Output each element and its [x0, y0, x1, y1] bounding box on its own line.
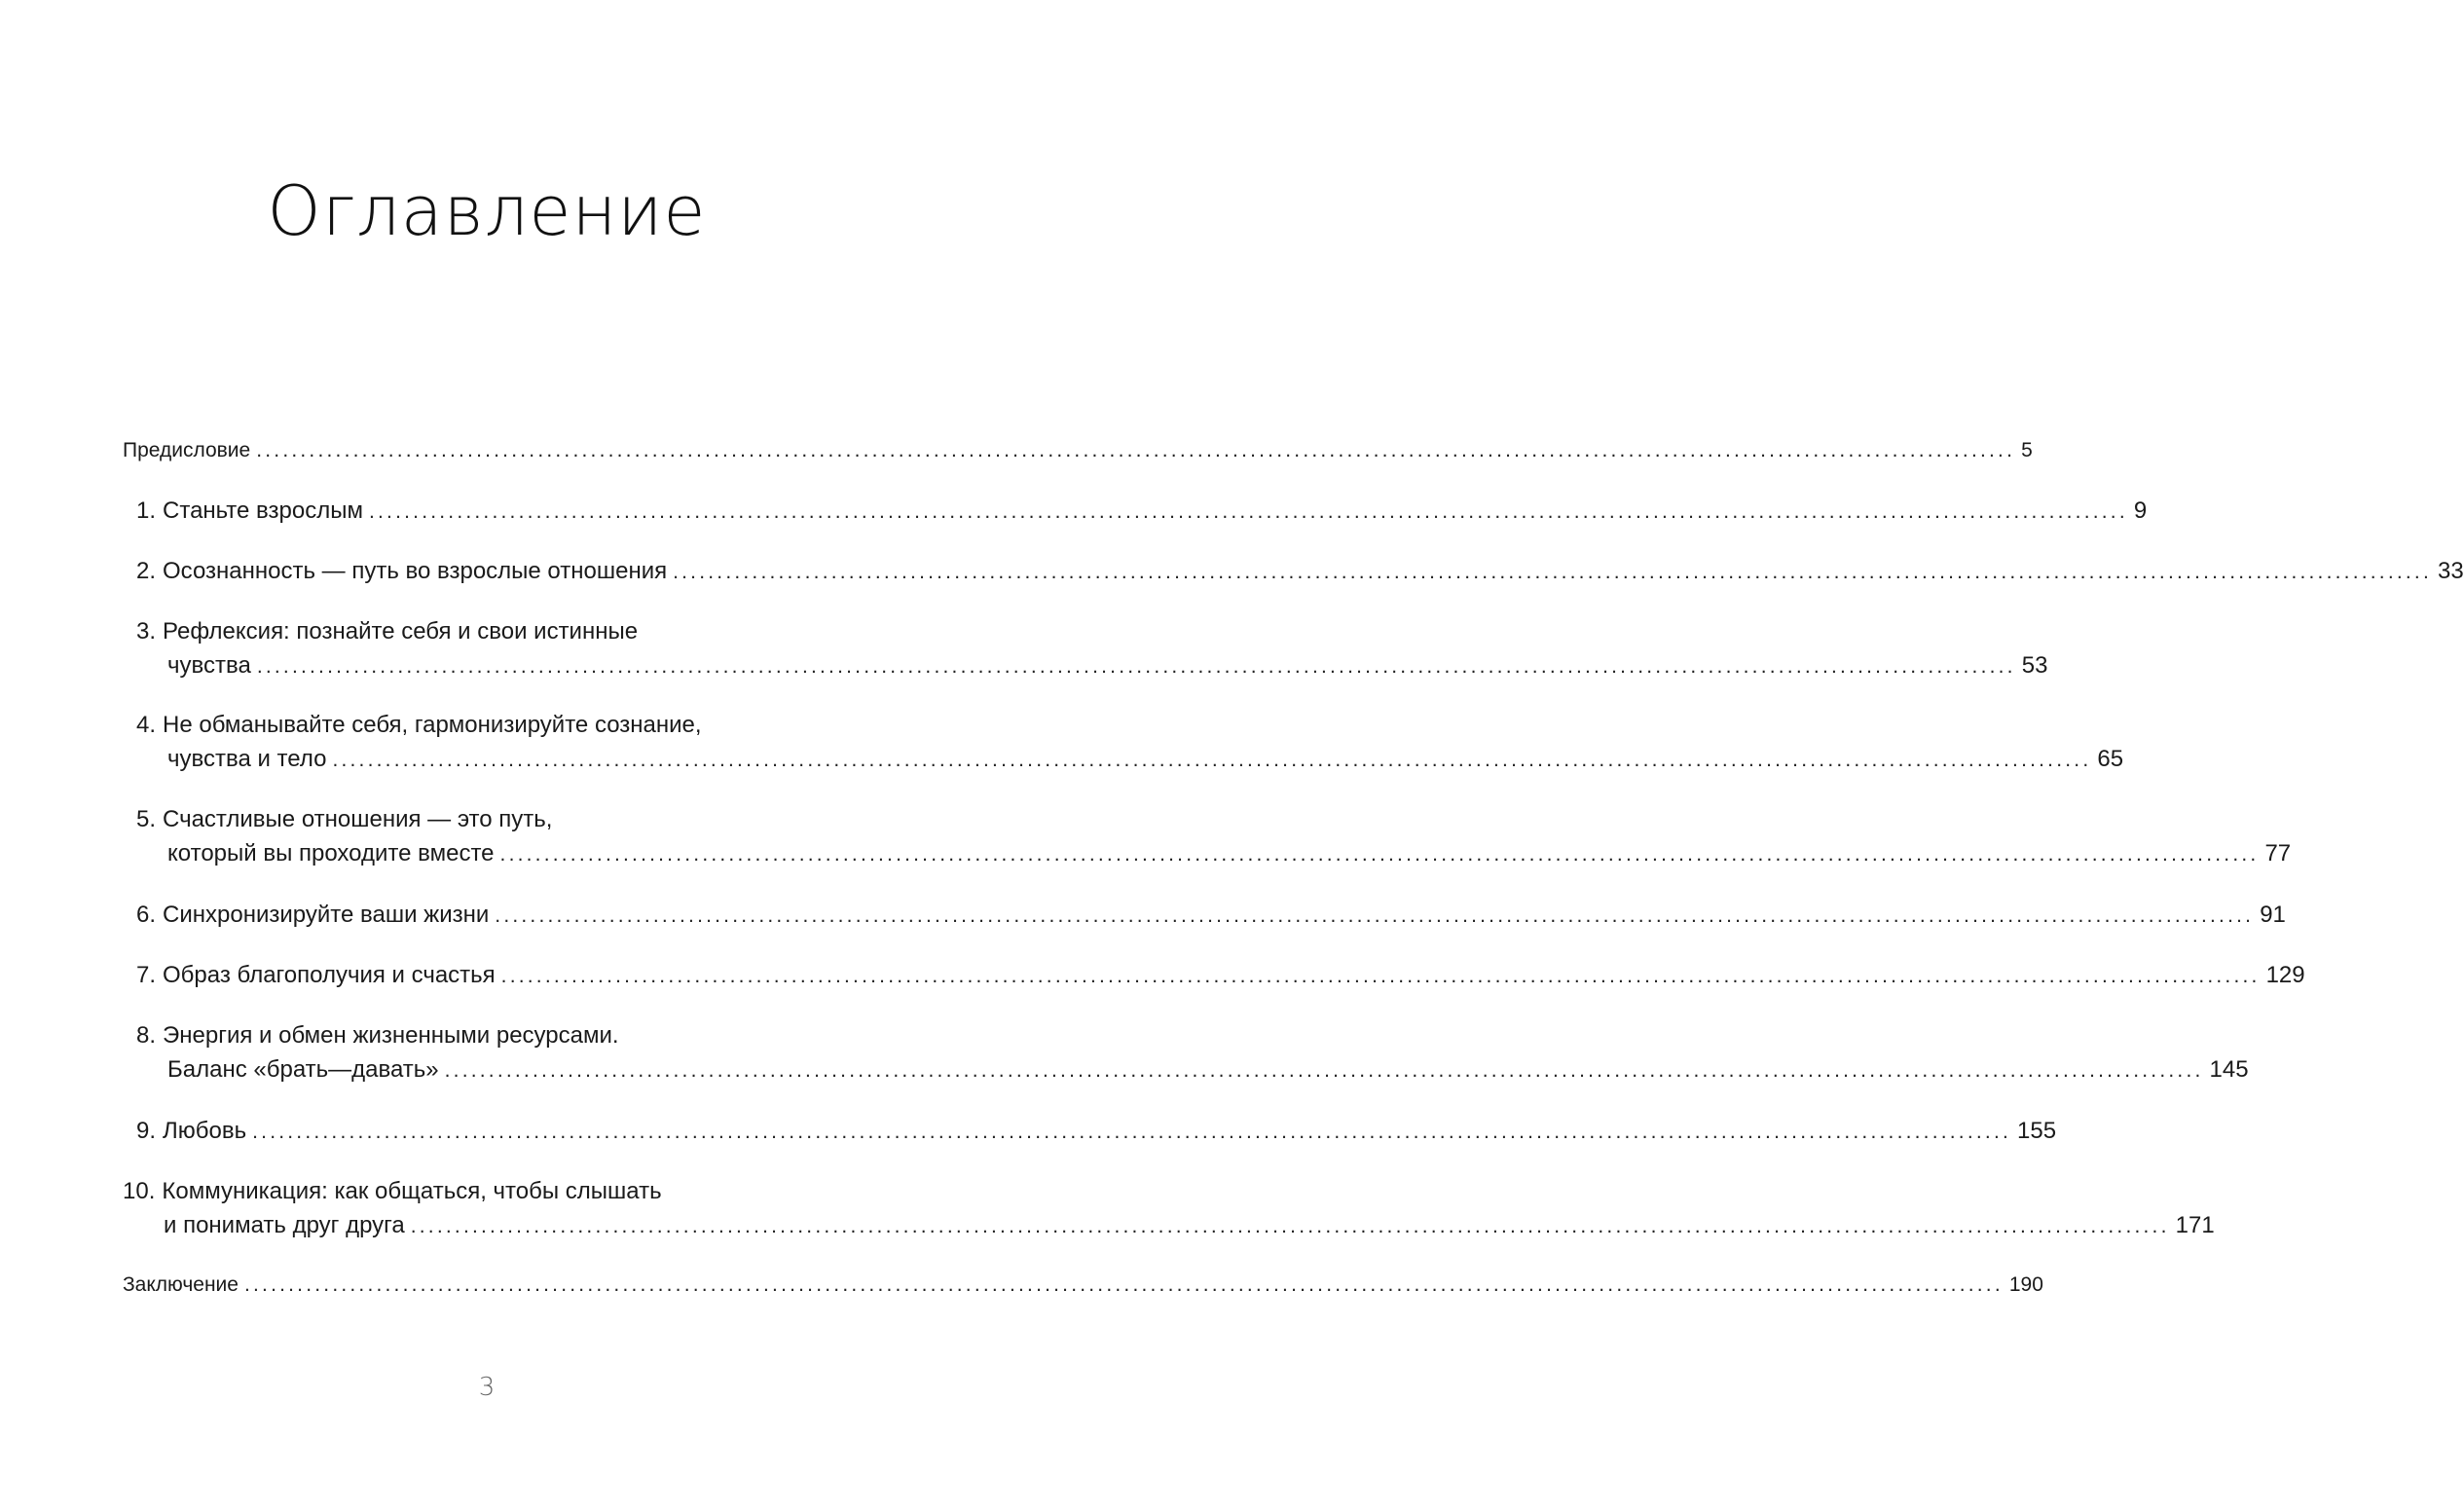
dot-leader: ........................................................................................................................................................................................................: [444, 1059, 2204, 1082]
dot-leader: ........................................................................................................................................................................................................: [332, 749, 2092, 771]
page-title: Оглавление: [267, 171, 707, 251]
toc-title: Счастливые отношения — это путь,: [163, 806, 553, 832]
toc-line: [136, 898, 2286, 933]
toc-page-number: 5: [2021, 439, 2033, 461]
toc-title: Синхронизируйте ваши жизни: [163, 902, 490, 928]
dot-leader: ........................................................................................................................................................................................................: [673, 561, 2433, 583]
toc-title: Любовь: [163, 1118, 247, 1144]
toc-title: Энергия и обмен жизненными ресурсами.: [163, 1022, 619, 1049]
toc-page-number: 9: [2133, 498, 2148, 524]
toc-page-number: 171: [2175, 1212, 2215, 1238]
toc-page-number: 155: [2017, 1118, 2057, 1144]
page-number: 3: [478, 1373, 496, 1402]
toc-number: 2.: [136, 558, 157, 584]
dot-leader: ........................................................................................................................................................................................................: [256, 439, 2016, 461]
dot-leader: ........................................................................................................................................................................................................: [252, 1121, 2012, 1143]
toc-line: [123, 433, 2033, 468]
toc-number: 7.: [136, 962, 157, 988]
toc-title: Рефлексия: познайте себя и свои истинные: [163, 618, 639, 645]
toc-line: [136, 958, 2305, 993]
toc-title: который вы проходите вместе: [167, 840, 495, 866]
toc-number: 6.: [136, 902, 157, 928]
toc-title: Осознанность — путь во взрослые отношения: [163, 558, 668, 584]
toc-line: [164, 1208, 2215, 1243]
toc-number: 3.: [136, 618, 157, 645]
toc-title: Станьте взрослым: [163, 498, 363, 524]
toc-line: [136, 614, 638, 649]
toc-title: Предисловие: [123, 439, 251, 461]
toc-title: чувства и тело: [167, 746, 327, 772]
dot-leader: ........................................................................................................................................................................................................: [243, 1273, 2004, 1296]
toc-title: Коммуникация: как общаться, чтобы слышать: [162, 1178, 662, 1204]
toc-line: [136, 1018, 619, 1053]
toc-number: 8.: [136, 1022, 157, 1049]
toc-number: 1.: [136, 498, 157, 524]
toc-line: [136, 1114, 2057, 1149]
toc-number: 5.: [136, 806, 157, 832]
toc-page-number: 91: [2260, 902, 2286, 928]
dot-leader: ........................................................................................................................................................................................................: [499, 843, 2260, 866]
toc-number: 4.: [136, 712, 157, 738]
toc-number: 9.: [136, 1118, 157, 1144]
toc-line: [167, 648, 2048, 683]
toc-page-number: 190: [2008, 1273, 2043, 1296]
toc-page-number: 145: [2209, 1056, 2249, 1083]
toc-page-number: 129: [2265, 962, 2305, 988]
toc-title: и понимать друг друга: [164, 1212, 405, 1238]
toc-page-number: 33: [2438, 558, 2464, 584]
toc-title: Образ благополучия и счастья: [163, 962, 496, 988]
toc-line: [136, 554, 2464, 589]
toc-page-number: 65: [2097, 746, 2124, 772]
dot-leader: ........................................................................................................................................................................................................: [368, 500, 2128, 523]
dot-leader: ........................................................................................................................................................................................................: [410, 1215, 2170, 1237]
toc-line: [136, 708, 702, 743]
toc-page-number: 77: [2264, 840, 2292, 866]
toc-line: [167, 1052, 2249, 1087]
toc-line: [167, 742, 2124, 777]
toc-line: [136, 494, 2148, 529]
toc-line: [167, 836, 2292, 871]
toc-title: Баланс «брать—давать»: [167, 1056, 439, 1083]
dot-leader: ........................................................................................................................................................................................................: [256, 655, 2016, 678]
dot-leader: ........................................................................................................................................................................................................: [495, 904, 2255, 927]
toc-title: чувства: [167, 652, 251, 679]
toc-title: Заключение: [123, 1273, 239, 1296]
toc-line: [136, 802, 552, 837]
dot-leader: ........................................................................................................................................................................................................: [500, 965, 2261, 987]
toc-number: 10.: [123, 1178, 156, 1204]
toc-line: [123, 1174, 662, 1209]
toc-title: Не обманывайте себя, гармонизируйте сознание,: [163, 712, 702, 738]
toc-line: [123, 1268, 2043, 1303]
toc-page-number: 53: [2021, 652, 2048, 679]
